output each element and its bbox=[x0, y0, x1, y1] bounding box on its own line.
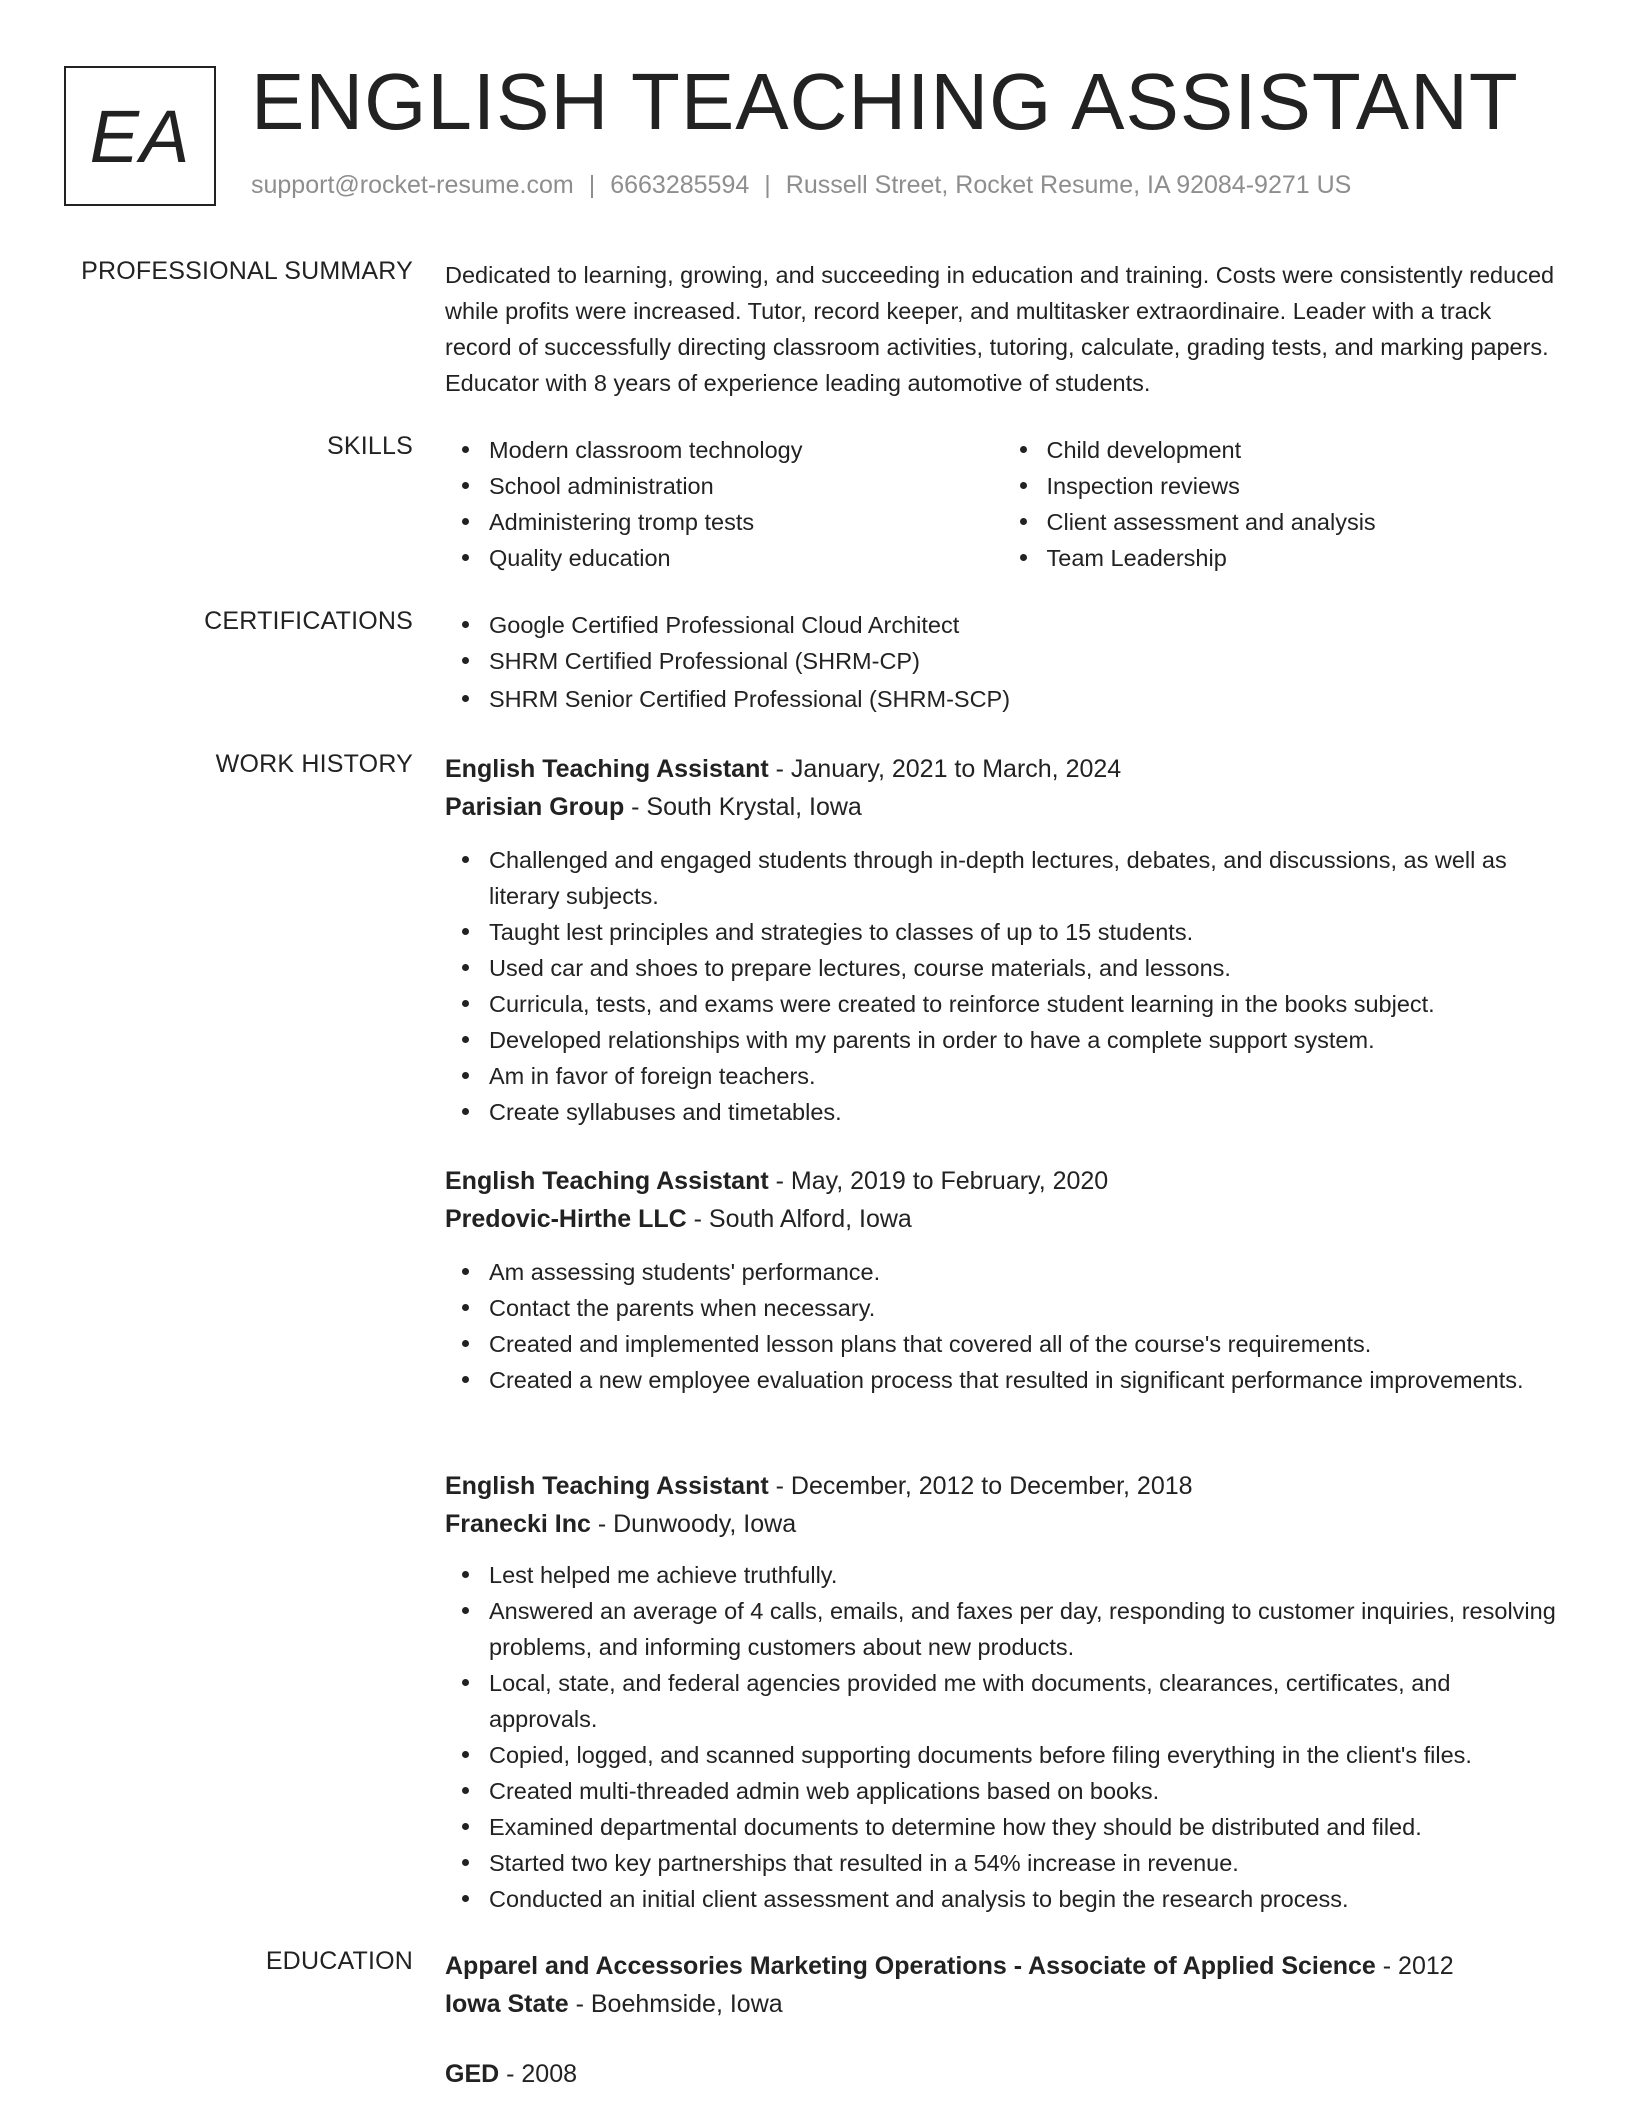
job-entry bbox=[445, 1162, 1560, 1398]
skill-item: Inspection reviews bbox=[1047, 468, 1561, 504]
job-bullet: Created multi-threaded admin web applications based on books. bbox=[489, 1773, 1560, 1809]
section-label-skills: SKILLS bbox=[327, 432, 413, 460]
job-bullets bbox=[445, 1254, 1560, 1398]
job-company: Predovic-Hirthe LLC bbox=[445, 1205, 687, 1233]
job-bullet: Copied, logged, and scanned supporting documents before filing everything in the client's files. bbox=[489, 1737, 1560, 1773]
job-company: Franecki Inc bbox=[445, 1510, 591, 1538]
certification-item: SHRM Certified Professional (SHRM-CP) bbox=[489, 643, 1560, 679]
skill-item: Modern classroom technology bbox=[489, 432, 1003, 468]
job-bullet: Developed relationships with my parents in order to have a complete support system. bbox=[489, 1022, 1560, 1058]
job-location: - South Alford, Iowa bbox=[686, 1205, 912, 1233]
contact-separator: | bbox=[588, 171, 596, 199]
skill-item: Team Leadership bbox=[1047, 540, 1561, 576]
skill-item: Quality education bbox=[489, 540, 1003, 576]
job-title: English Teaching Assistant bbox=[445, 755, 769, 783]
job-bullet: Conducted an initial client assessment and analysis to begin the research process. bbox=[489, 1881, 1560, 1917]
skill-item: Child development bbox=[1047, 432, 1561, 468]
job-bullet: Am in favor of foreign teachers. bbox=[489, 1058, 1560, 1094]
education-year: - 2012 bbox=[1375, 1952, 1454, 1980]
education-degree: GED bbox=[445, 2060, 500, 2088]
skills-column-1 bbox=[445, 432, 1003, 576]
education-degree-line bbox=[445, 2055, 1560, 2093]
job-bullet: Examined departmental documents to determine how they should be distributed and filed. bbox=[489, 1809, 1560, 1845]
job-company-line bbox=[445, 1505, 1560, 1543]
education-entry bbox=[445, 2055, 1560, 2093]
contact-email: support@rocket-resume.com bbox=[251, 171, 574, 199]
section-label-summary: PROFESSIONAL SUMMARY bbox=[81, 257, 413, 285]
education-school-line bbox=[445, 1985, 1560, 2023]
contact-separator: | bbox=[764, 171, 771, 199]
job-bullet: Challenged and engaged students through in-depth lectures, debates, and discussions, as well as literary subjects. bbox=[489, 842, 1560, 914]
job-bullet: Local, state, and federal agencies provided me with documents, clearances, certificates, and approvals. bbox=[489, 1665, 1560, 1737]
job-bullet: Am assessing students' performance. bbox=[489, 1254, 1560, 1290]
job-location: - Dunwoody, Iowa bbox=[590, 1510, 797, 1538]
job-title: English Teaching Assistant bbox=[445, 1167, 769, 1195]
job-bullet: Used car and shoes to prepare lectures, course materials, and lessons. bbox=[489, 950, 1560, 986]
section-label-work-history: WORK HISTORY bbox=[215, 750, 413, 778]
summary-text: Dedicated to learning, growing, and succeeding in education and training. Costs were consistently reduced while profits were increased. Tutor, record keeper, and multitasker extraordinaire. Leader with a track record of successfully directing classroom activities, tutoring, calculate, grading tests, and marking papers. Educator with 8 years of experience leading automotive of students. bbox=[445, 262, 1555, 396]
section-label-certifications: CERTIFICATIONS bbox=[204, 607, 413, 635]
skills-column-2 bbox=[1003, 432, 1561, 576]
job-entry bbox=[445, 750, 1560, 1130]
job-bullets bbox=[445, 842, 1560, 1130]
education-degree: Apparel and Accessories Marketing Operations - Associate of Applied Science bbox=[445, 1952, 1376, 1980]
job-bullet: Created and implemented lesson plans that covered all of the course's requirements. bbox=[489, 1326, 1560, 1362]
job-bullet: Create syllabuses and timetables. bbox=[489, 1094, 1560, 1130]
section-label-education: EDUCATION bbox=[265, 1947, 413, 1975]
education-school: Iowa State bbox=[445, 1990, 569, 2018]
job-dates: - May, 2019 to February, 2020 bbox=[768, 1167, 1109, 1195]
skill-item: Client assessment and analysis bbox=[1047, 504, 1561, 540]
contact-phone: 6663285594 bbox=[610, 171, 750, 199]
certification-item: SHRM Senior Certified Professional (SHRM-SCP) bbox=[489, 681, 1560, 717]
job-bullets bbox=[445, 1557, 1560, 1917]
job-bullet: Taught lest principles and strategies to classes of up to 15 students. bbox=[489, 914, 1560, 950]
job-title-line bbox=[445, 1467, 1560, 1505]
job-company-line bbox=[445, 788, 1560, 826]
job-title-line bbox=[445, 1162, 1560, 1200]
job-bullet: Contact the parents when necessary. bbox=[489, 1290, 1560, 1326]
job-bullet: Answered an average of 4 calls, emails, and faxes per day, responding to customer inquiries, resolving problems, and informing customers about new products. bbox=[489, 1593, 1560, 1665]
education-year: - 2008 bbox=[499, 2060, 578, 2088]
job-dates: - January, 2021 to March, 2024 bbox=[768, 755, 1122, 783]
job-location: - South Krystal, Iowa bbox=[624, 793, 862, 821]
education-location: - Boehmside, Iowa bbox=[568, 1990, 783, 2018]
job-bullet: Lest helped me achieve truthfully. bbox=[489, 1557, 1560, 1593]
certification-item: Google Certified Professional Cloud Architect bbox=[489, 607, 1560, 643]
education-entry bbox=[445, 1947, 1560, 2023]
job-bullet: Curricula, tests, and exams were created to reinforce student learning in the books subject. bbox=[489, 986, 1560, 1022]
job-title: English Teaching Assistant bbox=[445, 1472, 769, 1500]
skill-item: School administration bbox=[489, 468, 1003, 504]
job-company-line bbox=[445, 1200, 1560, 1238]
contact-address: Russell Street, Rocket Resume, IA 92084-9271 US bbox=[785, 171, 1352, 199]
job-title-line bbox=[445, 750, 1560, 788]
skills-grid bbox=[445, 432, 1560, 576]
job-bullet: Started two key partnerships that resulted in a 54% increase in revenue. bbox=[489, 1845, 1560, 1881]
job-entry bbox=[445, 1467, 1560, 1917]
education-degree-line bbox=[445, 1947, 1560, 1985]
job-dates: - December, 2012 to December, 2018 bbox=[768, 1472, 1193, 1500]
certifications-list bbox=[445, 607, 1560, 717]
job-bullet: Created a new employee evaluation process that resulted in significant performance improvements. bbox=[489, 1362, 1560, 1398]
skill-item: Administering tromp tests bbox=[489, 504, 1003, 540]
monogram-box: EA bbox=[64, 66, 216, 206]
resume-title: ENGLISH TEACHING ASSISTANT bbox=[251, 57, 1519, 146]
certifications-list-wrap bbox=[445, 607, 1560, 717]
contact-line bbox=[251, 171, 1351, 200]
job-company: Parisian Group bbox=[445, 793, 625, 821]
